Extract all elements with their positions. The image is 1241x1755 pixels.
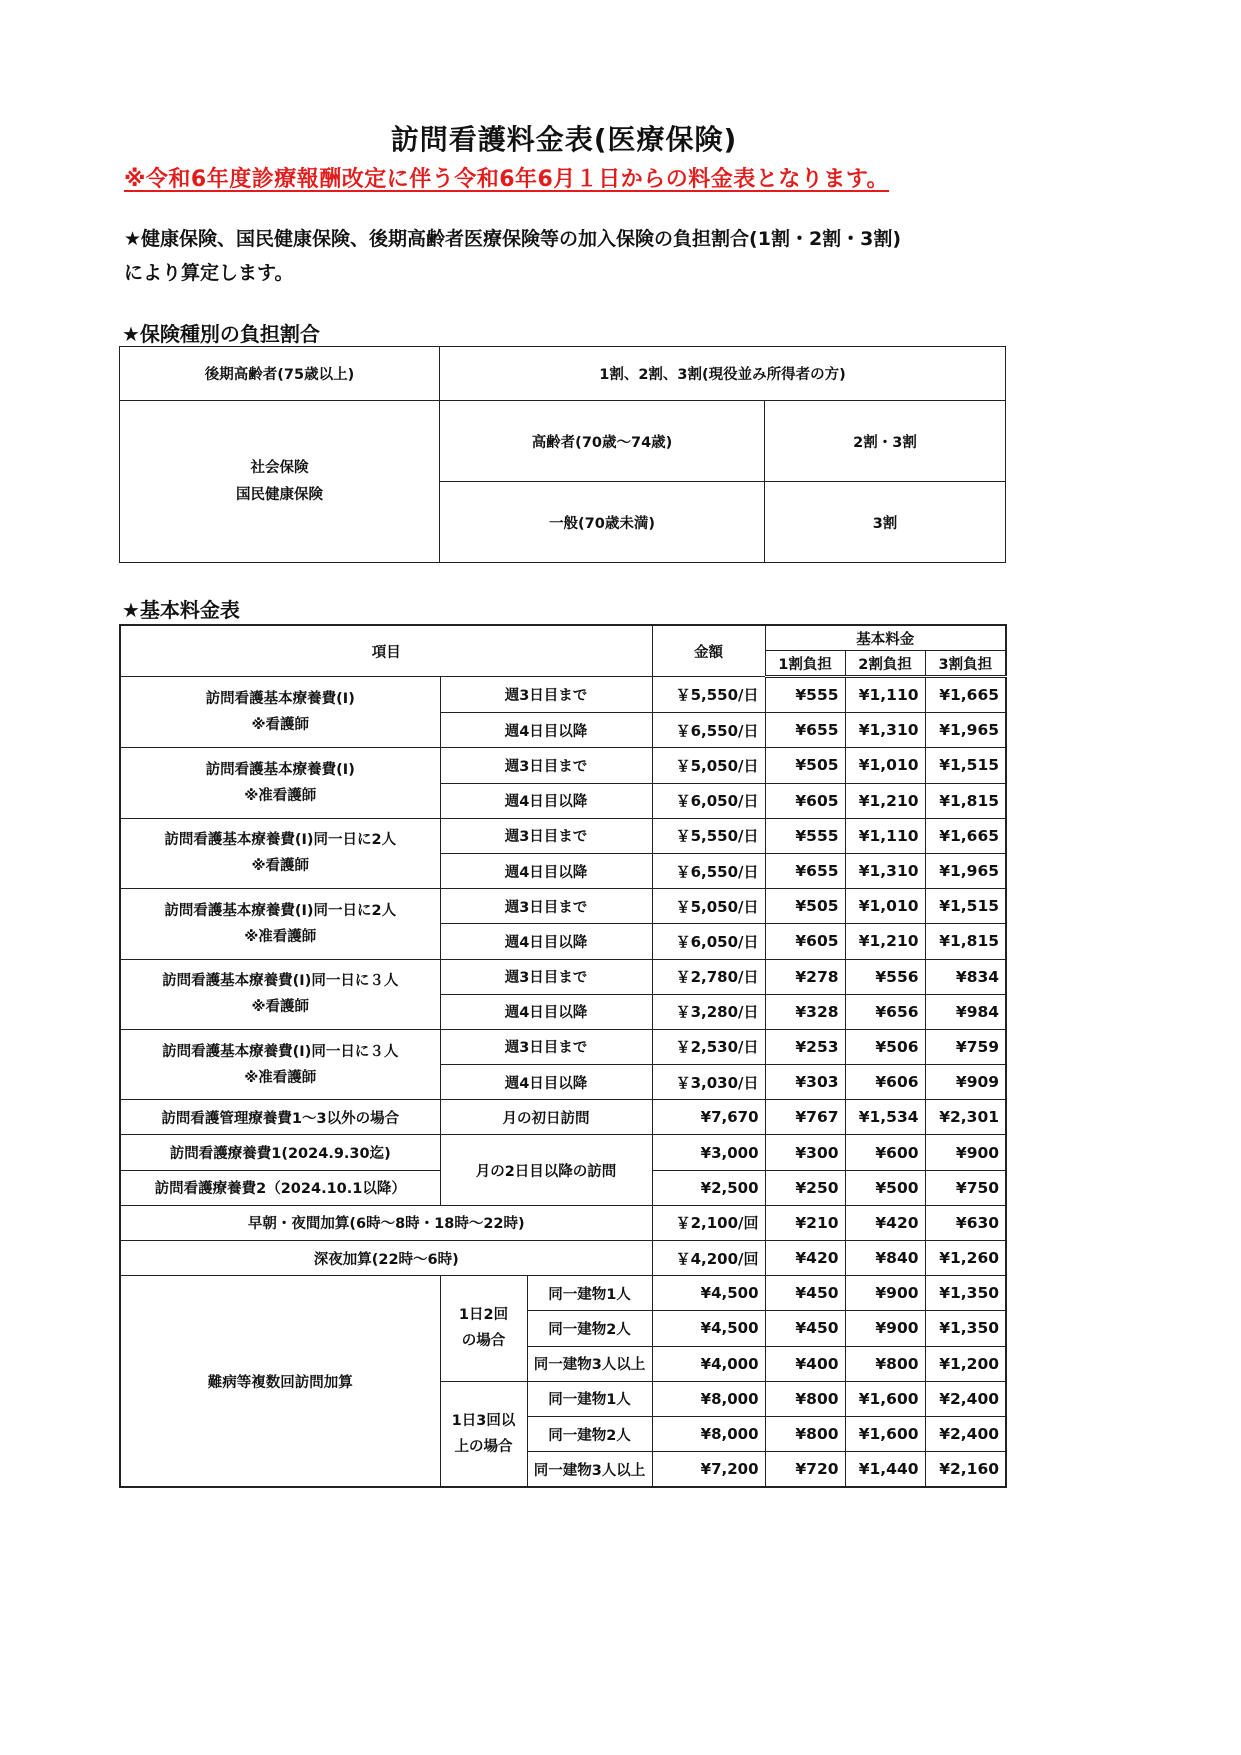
burden-3-cell: ¥1,350 bbox=[925, 1311, 1006, 1346]
intro-text bbox=[124, 222, 901, 290]
burden-1-cell: ¥278 bbox=[765, 959, 845, 994]
burden-3-cell: ¥2,301 bbox=[925, 1100, 1006, 1135]
group-item-cell-line-1: 訪問看護基本療養費(Ⅰ)同一日に３人 bbox=[162, 973, 399, 990]
table-row bbox=[120, 959, 1006, 994]
burden-3-cell: ¥1,965 bbox=[925, 853, 1006, 888]
table-row bbox=[120, 818, 1006, 853]
burden-1-cell: ¥555 bbox=[765, 677, 845, 713]
group-item-cell bbox=[120, 748, 440, 818]
multi-visit-item-cell: 難病等複数回訪問加算 bbox=[120, 1276, 440, 1488]
burden-2-cell: ¥1,440 bbox=[845, 1452, 925, 1488]
care-fee-item-cell: 訪問看護療養費2（2024.10.1以降） bbox=[120, 1170, 440, 1205]
amount-cell: ￥2,780/日 bbox=[652, 959, 765, 994]
amount-cell: ¥7,200 bbox=[652, 1452, 765, 1488]
burden-2-cell: ¥600 bbox=[845, 1135, 925, 1170]
amount-cell: ¥4,500 bbox=[652, 1311, 765, 1346]
burden-2-cell: ¥420 bbox=[845, 1205, 925, 1240]
burden-2-cell: ¥800 bbox=[845, 1346, 925, 1381]
amount-cell: ￥3,030/日 bbox=[652, 1065, 765, 1100]
burden-1-cell: ¥250 bbox=[765, 1170, 845, 1205]
condition-cell: 週3日目まで bbox=[440, 889, 652, 924]
burden-1-cell: ¥253 bbox=[765, 1029, 845, 1064]
amount-cell: ¥3,000 bbox=[652, 1135, 765, 1170]
amount-cell: ￥5,050/日 bbox=[652, 889, 765, 924]
condition-cell: 週3日目まで bbox=[440, 748, 652, 783]
group-item-cell-line-1: 訪問看護基本療養費(Ⅰ) bbox=[205, 762, 355, 779]
burden-ratio-table bbox=[119, 346, 1006, 563]
burden-2-cell: ¥1,010 bbox=[845, 889, 925, 924]
amount-cell: ￥4,200/回 bbox=[652, 1241, 765, 1276]
page-title: 訪問看護料金表(医療保険) bbox=[390, 123, 738, 156]
visit-count-cell bbox=[440, 1276, 527, 1382]
intro-line-2: により算定します。 bbox=[124, 262, 294, 284]
burden-3-cell: ¥834 bbox=[925, 959, 1006, 994]
burden-2-cell: ¥1,600 bbox=[845, 1381, 925, 1416]
burden-2-cell: ¥900 bbox=[845, 1276, 925, 1311]
condition-cell: 週4日目以降 bbox=[440, 853, 652, 888]
burden-2-cell: ¥500 bbox=[845, 1170, 925, 1205]
amount-cell: ￥6,550/日 bbox=[652, 853, 765, 888]
revision-notice: ※令和6年度診療報酬改定に伴う令和6年6月１日からの料金表となります。 bbox=[124, 167, 890, 192]
table-row bbox=[120, 889, 1006, 924]
table-row bbox=[120, 748, 1006, 783]
burden-2-cell: ¥1,210 bbox=[845, 924, 925, 959]
amount-cell: ¥4,500 bbox=[652, 1276, 765, 1311]
burden-3-cell: ¥630 bbox=[925, 1205, 1006, 1240]
fee-section-title: ★基本料金表 bbox=[122, 598, 240, 622]
group-item-cell bbox=[120, 1029, 440, 1099]
building-cell: 同一建物1人 bbox=[527, 1381, 652, 1416]
condition-cell: 週4日目以降 bbox=[440, 1065, 652, 1100]
burden-1-cell: ¥800 bbox=[765, 1381, 845, 1416]
burden-2-cell: ¥900 bbox=[845, 1311, 925, 1346]
amount-cell: ￥6,550/日 bbox=[652, 713, 765, 748]
visit-count-cell-line-1: 1日2回 bbox=[458, 1307, 509, 1324]
burden-1-cell: ¥767 bbox=[765, 1100, 845, 1135]
condition-cell: 週3日目まで bbox=[440, 677, 652, 713]
amount-cell: ¥4,000 bbox=[652, 1346, 765, 1381]
burden-3-cell: ¥2,400 bbox=[925, 1381, 1006, 1416]
burden-1-cell: ¥450 bbox=[765, 1276, 845, 1311]
fee-table bbox=[119, 624, 1007, 1488]
table-row bbox=[120, 677, 1006, 713]
group-item-cell-line-2: ※看護師 bbox=[251, 717, 310, 734]
burden-3-cell: ¥1,515 bbox=[925, 748, 1006, 783]
amount-cell: ¥8,000 bbox=[652, 1381, 765, 1416]
burden-2-cell: ¥1,310 bbox=[845, 713, 925, 748]
burden-2-cell: ¥1,534 bbox=[845, 1100, 925, 1135]
burden-1-cell: ¥720 bbox=[765, 1452, 845, 1488]
group-item-cell-line-2: ※准看護師 bbox=[244, 1069, 317, 1086]
amount-cell: ￥3,280/日 bbox=[652, 994, 765, 1029]
table-row bbox=[120, 1276, 1006, 1311]
condition-cell: 週3日目まで bbox=[440, 818, 652, 853]
group-item-cell-line-2: ※看護師 bbox=[251, 858, 310, 875]
header-base-fee: 基本料金 bbox=[765, 625, 1006, 651]
condition-cell: 週4日目以降 bbox=[440, 994, 652, 1029]
burden-3-cell: ¥1,815 bbox=[925, 924, 1006, 959]
condition-cell: 週4日目以降 bbox=[440, 713, 652, 748]
visit-count-cell-line-1: 1日3回以 bbox=[451, 1413, 516, 1430]
burden-1-cell: ¥655 bbox=[765, 853, 845, 888]
group-item-cell bbox=[120, 818, 440, 888]
burden-1-cell: ¥210 bbox=[765, 1205, 845, 1240]
condition-cell: 週3日目まで bbox=[440, 1029, 652, 1064]
group-item-cell bbox=[120, 889, 440, 959]
burden-2-cell: ¥656 bbox=[845, 994, 925, 1029]
group-item-cell-line-2: ※看護師 bbox=[251, 999, 310, 1016]
burden-3-cell: ¥900 bbox=[925, 1135, 1006, 1170]
table-row bbox=[120, 1205, 1006, 1240]
group-item-cell-line-1: 訪問看護基本療養費(Ⅰ)同一日に2人 bbox=[164, 832, 397, 849]
group-item-cell-line-2: ※准看護師 bbox=[244, 788, 317, 805]
burden-3-cell: ¥1,350 bbox=[925, 1276, 1006, 1311]
burden-3-cell: ¥1,515 bbox=[925, 889, 1006, 924]
burden-2-cell: ¥506 bbox=[845, 1029, 925, 1064]
amount-cell: ¥7,670 bbox=[652, 1100, 765, 1135]
early-night-item-cell: 早朝・夜間加算(6時～8時・18時～22時) bbox=[120, 1205, 652, 1240]
late-night-item-cell: 深夜加算(22時～6時) bbox=[120, 1241, 652, 1276]
visit-count-cell-line-2: の場合 bbox=[461, 1333, 506, 1350]
amount-cell: ¥2,500 bbox=[652, 1170, 765, 1205]
burden-2-cell: ¥606 bbox=[845, 1065, 925, 1100]
building-cell: 同一建物3人以上 bbox=[527, 1452, 652, 1488]
social-label-1: 社会保険 bbox=[250, 459, 309, 476]
burden-1-cell: ¥505 bbox=[765, 748, 845, 783]
group-item-cell bbox=[120, 677, 440, 748]
condition-cell: 週4日目以降 bbox=[440, 924, 652, 959]
social-insurance-cell bbox=[120, 401, 440, 563]
header-burden-1: 1割負担 bbox=[765, 651, 845, 677]
burden-2-cell: ¥1,600 bbox=[845, 1416, 925, 1451]
building-cell: 同一建物1人 bbox=[527, 1276, 652, 1311]
amount-cell: ￥6,050/日 bbox=[652, 924, 765, 959]
burden-3-cell: ¥1,200 bbox=[925, 1346, 1006, 1381]
visit-count-cell-line-2: 上の場合 bbox=[454, 1439, 513, 1456]
burden-3-cell: ¥1,260 bbox=[925, 1241, 1006, 1276]
burden-2-cell: ¥1,310 bbox=[845, 853, 925, 888]
burden-1-cell: ¥420 bbox=[765, 1241, 845, 1276]
amount-cell: ￥5,050/日 bbox=[652, 748, 765, 783]
care-fee-condition-cell: 月の2日目以降の訪問 bbox=[440, 1135, 652, 1205]
header-item: 項目 bbox=[120, 625, 652, 677]
burden-3-cell: ¥759 bbox=[925, 1029, 1006, 1064]
group-item-cell bbox=[120, 959, 440, 1029]
burden-2-cell: ¥1,210 bbox=[845, 783, 925, 818]
burden-3-cell: ¥1,665 bbox=[925, 677, 1006, 713]
management-item-cell: 訪問看護管理療養費1～3以外の場合 bbox=[120, 1100, 440, 1135]
burden-3-cell: ¥750 bbox=[925, 1170, 1006, 1205]
table-row bbox=[120, 1241, 1006, 1276]
header-burden-2: 2割負担 bbox=[845, 651, 925, 677]
burden-2-cell: ¥1,010 bbox=[845, 748, 925, 783]
burden-3-cell: ¥1,815 bbox=[925, 783, 1006, 818]
building-cell: 同一建物2人 bbox=[527, 1416, 652, 1451]
table-row bbox=[120, 1029, 1006, 1064]
management-condition-cell: 月の初日訪問 bbox=[440, 1100, 652, 1135]
burden-section-title: ★保険種別の負担割合 bbox=[122, 322, 320, 346]
burden-3-cell: ¥2,400 bbox=[925, 1416, 1006, 1451]
burden-1-cell: ¥800 bbox=[765, 1416, 845, 1451]
general-label: 一般(70歳未満) bbox=[440, 482, 765, 563]
burden-2-cell: ¥556 bbox=[845, 959, 925, 994]
burden-2-cell: ¥1,110 bbox=[845, 677, 925, 713]
burden-1-cell: ¥505 bbox=[765, 889, 845, 924]
burden-3-cell: ¥1,965 bbox=[925, 713, 1006, 748]
burden-1-cell: ¥300 bbox=[765, 1135, 845, 1170]
burden-2-cell: ¥1,110 bbox=[845, 818, 925, 853]
group-item-cell-line-1: 訪問看護基本療養費(Ⅰ) bbox=[205, 691, 355, 708]
burden-3-cell: ¥2,160 bbox=[925, 1452, 1006, 1488]
elderly-label: 後期高齢者(75歳以上) bbox=[120, 347, 440, 401]
visit-count-cell bbox=[440, 1381, 527, 1487]
burden-1-cell: ¥303 bbox=[765, 1065, 845, 1100]
burden-1-cell: ¥555 bbox=[765, 818, 845, 853]
burden-2-cell: ¥840 bbox=[845, 1241, 925, 1276]
intro-line-1: ★健康保険、国民健康保険、後期高齢者医療保険等の加入保険の負担割合(1割・2割・3割) bbox=[124, 228, 902, 250]
condition-cell: 週4日目以降 bbox=[440, 783, 652, 818]
amount-cell: ￥2,100/回 bbox=[652, 1205, 765, 1240]
burden-1-cell: ¥450 bbox=[765, 1311, 845, 1346]
general-rate: 3割 bbox=[765, 482, 1006, 563]
burden-1-cell: ¥605 bbox=[765, 783, 845, 818]
header-burden-3: 3割負担 bbox=[925, 651, 1006, 677]
senior-label: 高齢者(70歳～74歳) bbox=[440, 401, 765, 482]
senior-rate: 2割・3割 bbox=[765, 401, 1006, 482]
amount-cell: ￥6,050/日 bbox=[652, 783, 765, 818]
amount-cell: ￥5,550/日 bbox=[652, 677, 765, 713]
burden-1-cell: ¥400 bbox=[765, 1346, 845, 1381]
header-amount: 金額 bbox=[652, 625, 765, 677]
building-cell: 同一建物3人以上 bbox=[527, 1346, 652, 1381]
group-item-cell-line-2: ※准看護師 bbox=[244, 928, 317, 945]
care-fee-item-cell: 訪問看護療養費1(2024.9.30迄) bbox=[120, 1135, 440, 1170]
group-item-cell-line-1: 訪問看護基本療養費(Ⅰ)同一日に３人 bbox=[162, 1043, 399, 1060]
table-row bbox=[120, 1100, 1006, 1135]
amount-cell: ¥8,000 bbox=[652, 1416, 765, 1451]
burden-3-cell: ¥1,665 bbox=[925, 818, 1006, 853]
social-label-2: 国民健康保険 bbox=[236, 486, 323, 503]
group-item-cell-line-1: 訪問看護基本療養費(Ⅰ)同一日に2人 bbox=[164, 902, 397, 919]
amount-cell: ￥2,530/日 bbox=[652, 1029, 765, 1064]
elderly-rate: 1割、2割、3割(現役並み所得者の方) bbox=[440, 347, 1006, 401]
burden-1-cell: ¥655 bbox=[765, 713, 845, 748]
condition-cell: 週3日目まで bbox=[440, 959, 652, 994]
amount-cell: ￥5,550/日 bbox=[652, 818, 765, 853]
building-cell: 同一建物2人 bbox=[527, 1311, 652, 1346]
burden-1-cell: ¥605 bbox=[765, 924, 845, 959]
burden-3-cell: ¥984 bbox=[925, 994, 1006, 1029]
burden-3-cell: ¥909 bbox=[925, 1065, 1006, 1100]
burden-1-cell: ¥328 bbox=[765, 994, 845, 1029]
table-row bbox=[120, 1135, 1006, 1170]
